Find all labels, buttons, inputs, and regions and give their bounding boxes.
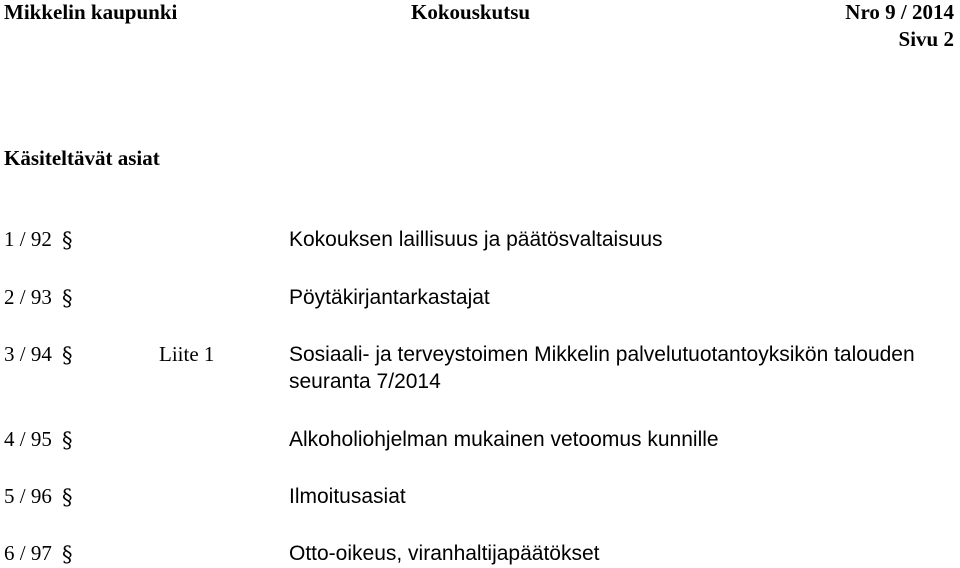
section-title: Käsiteltävät asiat	[4, 146, 160, 170]
agenda-item-number: 1 / 92	[4, 227, 52, 251]
organization-name: Mikkelin kaupunki	[4, 0, 178, 24]
paragraph-symbol-icon: §	[62, 428, 73, 452]
paragraph-symbol-icon: §	[62, 228, 73, 252]
agenda-item-title: Kokouksen laillisuus ja päätösvaltaisuus	[289, 228, 663, 251]
agenda-item-number: 2 / 93	[4, 285, 52, 309]
agenda-item-title: Ilmoitusasiat	[289, 485, 406, 508]
agenda-item-number: 3 / 94	[4, 342, 52, 366]
agenda-item-title: Otto-oikeus, viranhaltijapäätökset	[289, 542, 600, 565]
paragraph-symbol-icon: §	[62, 286, 73, 310]
meeting-number: Nro 9 / 2014	[845, 0, 954, 24]
paragraph-symbol-icon: §	[62, 343, 73, 367]
agenda-item-title: Sosiaali- ja terveystoimen Mikkelin palvelutuotantoyksikön talouden seuranta 7/2014	[289, 343, 915, 393]
agenda-item-number: 4 / 95	[4, 427, 52, 451]
agenda-item-title: Alkoholiohjelman mukainen vetoomus kunnille	[289, 428, 719, 451]
agenda-item-number: 5 / 96	[4, 484, 52, 508]
paragraph-symbol-icon: §	[62, 485, 73, 509]
paragraph-symbol-icon: §	[62, 542, 73, 566]
agenda-item-attachment: Liite 1	[159, 342, 215, 366]
agenda-item-number: 6 / 97	[4, 541, 52, 565]
agenda-item-title: Pöytäkirjantarkastajat	[289, 286, 490, 309]
page-number: Sivu 2	[898, 27, 954, 51]
document-type: Kokouskutsu	[411, 0, 531, 24]
